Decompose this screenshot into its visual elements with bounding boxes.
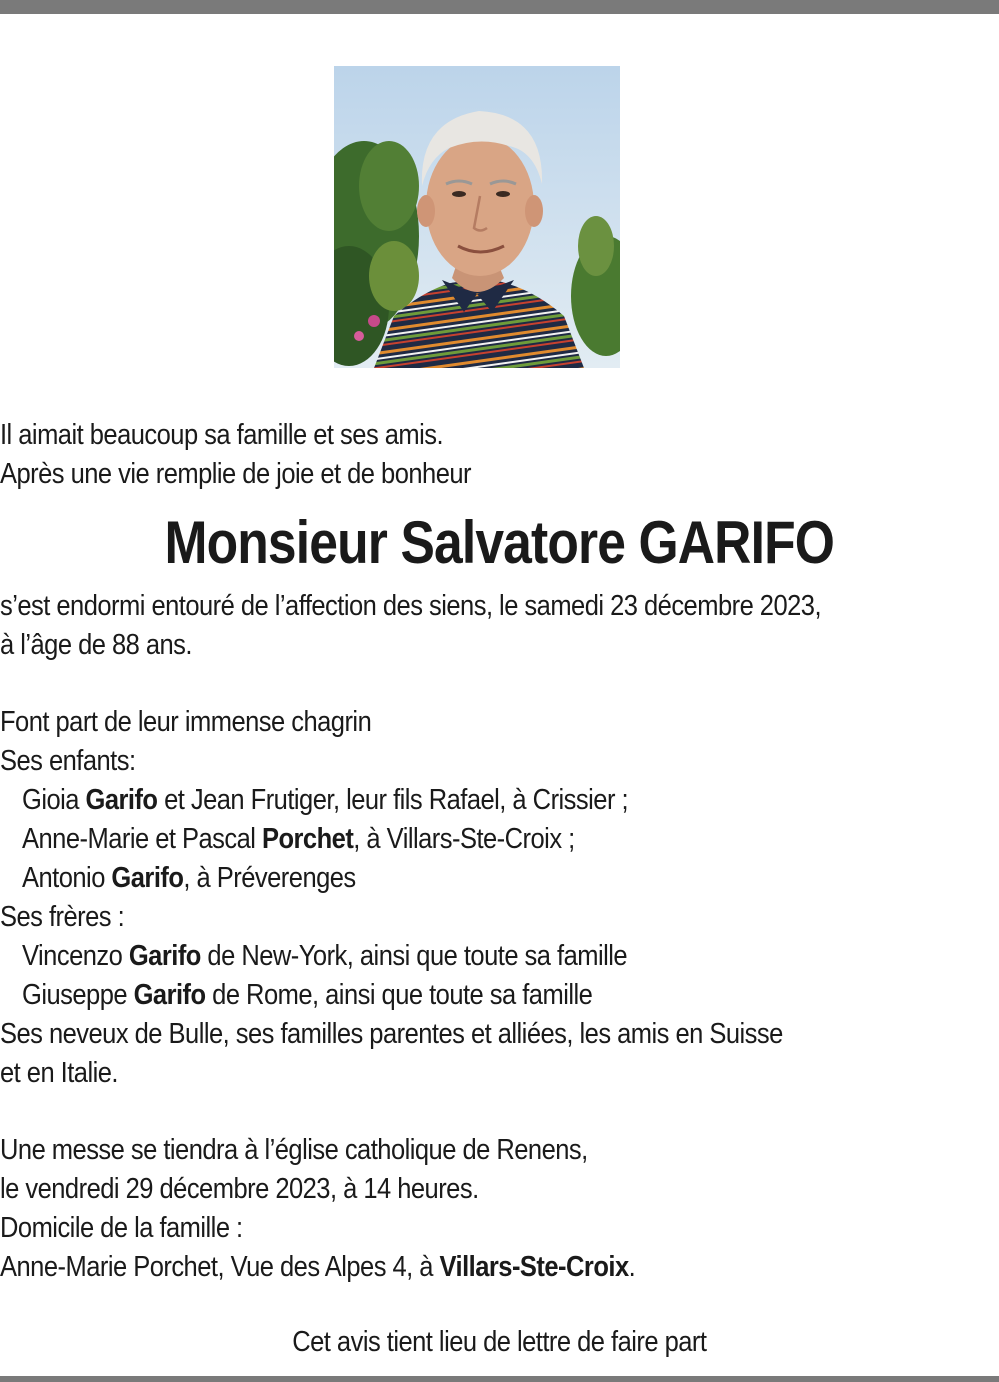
child-surname: Porchet bbox=[261, 823, 354, 855]
bottom-rule bbox=[0, 1376, 999, 1382]
portrait-photo bbox=[334, 66, 620, 368]
child-post: et Jean Frutiger, leur fils Rafael, à Crissier ; bbox=[157, 784, 629, 816]
domicile-post: . bbox=[628, 1251, 636, 1283]
intro-line: Il aimait beaucoup sa famille et ses amis. bbox=[0, 419, 444, 451]
child-pre: Antonio bbox=[22, 862, 112, 894]
sibling-surname: Garifo bbox=[128, 940, 201, 972]
domicile-heading: Domicile de la famille : bbox=[0, 1212, 243, 1244]
child-pre: Gioia bbox=[22, 784, 86, 816]
closing-text: Cet avis tient lieu de lettre de faire part bbox=[292, 1326, 707, 1358]
service-line: le vendredi 29 décembre 2023, à 14 heures. bbox=[0, 1173, 479, 1205]
domicile-pre: Anne-Marie Porchet, Vue des Alpes 4, à bbox=[0, 1251, 440, 1283]
deceased-name-text: Monsieur Salvatore GARIFO bbox=[164, 509, 835, 576]
child-entry bbox=[22, 820, 575, 859]
service-line: Une messe se tiendra à l’église catholique de Renens, bbox=[0, 1134, 588, 1166]
others-line: et en Italie. bbox=[0, 1057, 118, 1089]
death-notice-line: à l’âge de 88 ans. bbox=[0, 629, 192, 661]
sibling-pre: Vincenzo bbox=[22, 940, 129, 972]
top-rule bbox=[0, 0, 999, 14]
sibling-post: de New-York, ainsi que toute sa famille bbox=[200, 940, 628, 972]
siblings-heading: Ses frères : bbox=[0, 901, 125, 933]
sibling-post: de Rome, ainsi que toute sa famille bbox=[205, 979, 593, 1011]
sibling-entry bbox=[22, 937, 627, 976]
sibling-surname: Garifo bbox=[133, 979, 206, 1011]
domicile-town: Villars-Ste-Croix bbox=[439, 1251, 629, 1283]
children-heading: Ses enfants: bbox=[0, 745, 136, 777]
closing-note bbox=[0, 1323, 999, 1362]
domicile-address bbox=[0, 1248, 635, 1287]
others-line: Ses neveux de Bulle, ses familles parentes et alliées, les amis en Suisse bbox=[0, 1018, 783, 1050]
child-post: , à Villars-Ste-Croix ; bbox=[353, 823, 575, 855]
child-surname: Garifo bbox=[111, 862, 184, 894]
child-pre: Anne-Marie et Pascal bbox=[22, 823, 262, 855]
deceased-name bbox=[0, 506, 999, 580]
family-intro: Font part de leur immense chagrin bbox=[0, 706, 372, 738]
child-post: , à Préverenges bbox=[183, 862, 356, 894]
child-surname: Garifo bbox=[85, 784, 158, 816]
sibling-entry bbox=[22, 976, 592, 1015]
sibling-pre: Giuseppe bbox=[22, 979, 134, 1011]
child-entry bbox=[22, 859, 356, 898]
intro-line: Après une vie remplie de joie et de bonheur bbox=[0, 458, 472, 490]
death-notice-line: s’est endormi entouré de l’affection des siens, le samedi 23 décembre 2023, bbox=[0, 590, 822, 622]
child-entry bbox=[22, 781, 628, 820]
